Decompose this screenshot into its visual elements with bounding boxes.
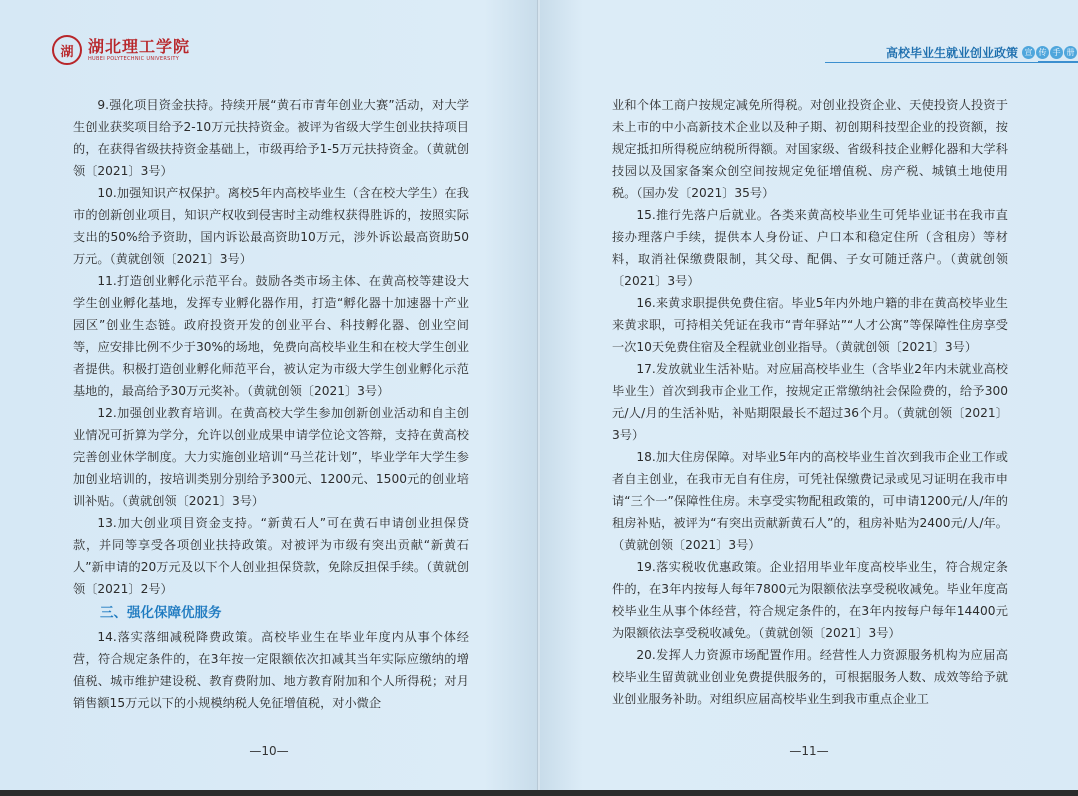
- paragraph: 12.加强创业教育培训。在黄高校大学生参加创新创业活动和自主创业情况可折算为学分，允许以创业成果申请学位论文答辩，支持在黄高校完善创业休学制度。大力实施创业培训“马兰花计划”，毕业学年大学生参加创业培训的，按培训类别分别给予300元、1200元、1500元的创业培训补贴。（黄就创领〔2021〕3号）: [73, 406, 469, 508]
- running-header: [886, 44, 1078, 61]
- paragraph: 19.落实税收优惠政策。企业招用毕业年度高校毕业生，符合规定条件的，在3年内按每人每年7800元为限额依法享受税收减免。毕业年度高校毕业生从事个体经营，符合规定条件的，在3年内按每户每年14400元为限额依法享受税收减免。（黄就创领〔2021〕3号）: [612, 560, 1008, 640]
- header-accent-bar: [1038, 61, 1078, 63]
- university-name-en: HUBEI POLYTECHNIC UNIVERSITY: [88, 56, 180, 62]
- paragraph: 18.加大住房保障。对毕业5年内的高校毕业生首次到我市企业工作或者自主创业，在我市无自有住房，可凭社保缴费记录或见习证明在我市申请“三个一”保障性住房。未享受实物配租政策的，可申请1200元/人/年的租房补贴，被评为“有突出贡献新黄石人”的，租房补贴为2400元/人/年。（黄就创领〔2021〕3号）: [612, 450, 1008, 552]
- paragraph: 9.强化项目资金扶持。持续开展“黄石市青年创业大赛”活动，对大学生创业获奖项目给予2-10万元扶持资金。被评为省级大学生创业扶持项目的，在获得省级扶持资金基础上，市级再给予1-5万元扶持资金。（黄就创领〔2021〕3号）: [73, 98, 469, 178]
- header-subtitle: [1022, 46, 1078, 59]
- paragraph: 15.推行先落户后就业。各类来黄高校毕业生可凭毕业证书在我市直接办理落户手续，提供本人身份证、户口本和稳定住所（含租房）等材料，取消社保缴费限制，其父母、配偶、子女可随迁落户。（黄就创领〔2021〕3号）: [612, 208, 1008, 288]
- left-page-body: [73, 94, 469, 714]
- paragraph: 11.打造创业孵化示范平台。鼓励各类市场主体、在黄高校等建设大学生创业孵化基地，发挥专业孵化器作用，打造“孵化器十加速器十产业园区”创业生态链。政府投资开发的创业平台、科技孵化器、创业空间等，应安排比例不少于30%的场地，免费向高校毕业生和在校大学生创业者提供。积极打造创业孵化师范平台，被认定为市级大学生创业孵化示范基地的，最高给予30万元奖补。（黄就创领〔2021〕3号）: [73, 274, 469, 398]
- paragraph: 17.发放就业生活补贴。对应届高校毕业生（含毕业2年内未就业高校毕业生）首次到我市企业工作，按规定正常缴纳社会保险费的，给予300元/人/月的生活补贴，补贴期限最长不超过36个月。（黄就创领〔2021〕3号）: [612, 362, 1008, 442]
- header-subtitle-char: 宣: [1022, 46, 1035, 59]
- header-title: 高校毕业生就业创业政策: [885, 46, 1018, 60]
- paragraph: 业和个体工商户按规定减免所得税。对创业投资企业、天使投资人投资于未上市的中小高新技术企业以及种子期、初创期科技型企业的投资额，按规定抵扣所得税应纳税所得额。对国家级、省级科技企业孵化器和大学科技园以及国家备案众创空间按规定免征增值税、房产税、城镇土地使用税。（国办发〔2021〕35号）: [612, 98, 1008, 200]
- right-page: [540, 0, 1078, 790]
- paragraph: 16.来黄求职提供免费住宿。毕业5年内外地户籍的非在黄高校毕业生来黄求职，可持相关凭证在我市“青年驿站”“人才公寓”等保障性住房享受一次10天免费住宿及全程就业创业指导。（黄就创领〔2021〕3号）: [612, 296, 1008, 354]
- header-divider: [825, 62, 1038, 63]
- left-page: [0, 0, 538, 790]
- paragraph: 13.加大创业项目资金支持。“新黄石人”可在黄石申请创业担保贷款，并同等享受各项创业扶持政策。对被评为市级有突出贡献“新黄石人”新申请的20万元及以下个人创业担保贷款，免除反担保手续。（黄就创领〔2021〕2号）: [73, 516, 469, 596]
- right-page-body: [612, 94, 1008, 710]
- header-subtitle-char: 传: [1036, 46, 1049, 59]
- university-seal-icon: 湖: [52, 35, 82, 65]
- paragraph: 14.落实落细减税降费政策。高校毕业生在毕业年度内从事个体经营，符合规定条件的，在3年按一定限额依次扣减其当年实际应缴纳的增值税、城市维护建设税、教育费附加、地方教育附加和个人所得税；对月销售额15万元以下的小规模纳税人免征增值税，对小微企: [73, 630, 469, 710]
- page-number: —11—: [789, 744, 829, 758]
- header-subtitle-char: 手: [1050, 46, 1063, 59]
- header-subtitle-char: 册: [1064, 46, 1077, 59]
- paragraph: 20.发挥人力资源市场配置作用。经营性人力资源服务机构为应届高校毕业生留黄就业创业免费提供服务的，可根据服务人数、成效等给予就业创业服务补助。对组织应届高校毕业生到我市重点企业工: [612, 648, 1008, 706]
- university-name-cn: 湖北理工学院: [88, 37, 191, 56]
- section-heading: 三、强化保障优服务: [100, 605, 222, 621]
- paragraph: 10.加强知识产权保护。离校5年内高校毕业生（含在校大学生）在我市的创新创业项目，知识产权收到侵害时主动维权获得胜诉的，按照实际支出的50%给予资助，国内诉讼最高资助10万元，涉外诉讼最高资助50万元。（黄就创领〔2021〕3号）: [73, 186, 469, 266]
- university-logo: [52, 35, 190, 65]
- page-number: —10—: [249, 744, 289, 758]
